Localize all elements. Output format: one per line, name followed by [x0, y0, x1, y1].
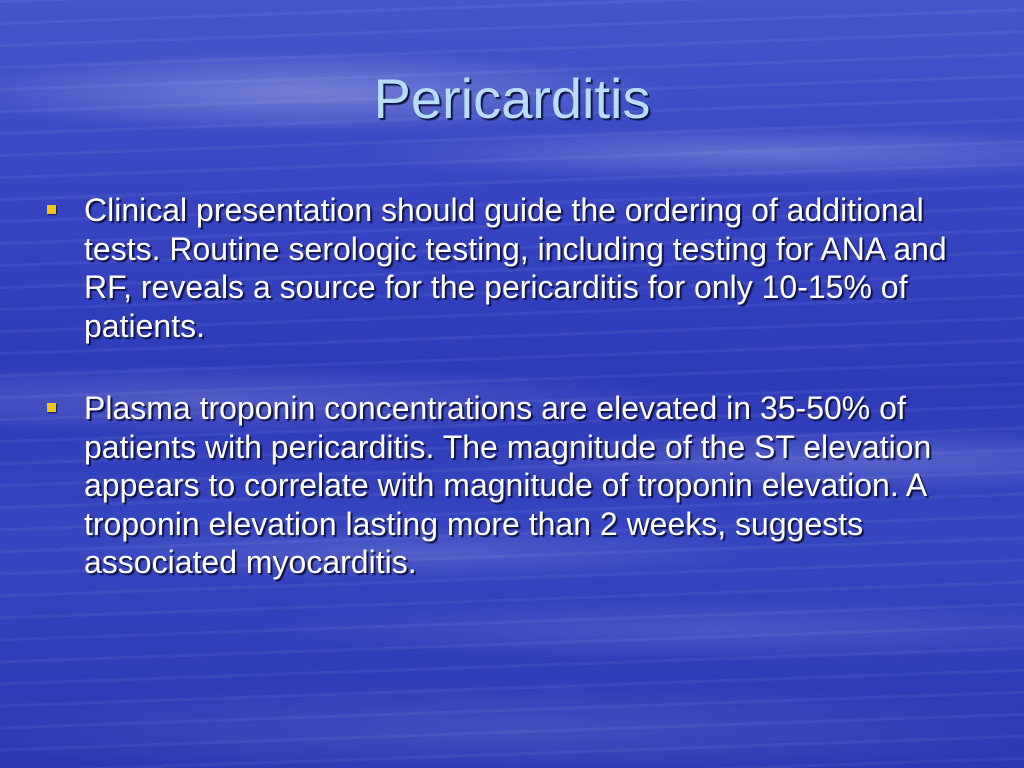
bullet-item — [44, 191, 994, 345]
bullet-text: Plasma troponin concentrations are elevated in 35-50% of patients with pericarditis. The magnitude of the ST elevation appears to correlate with magnitude of troponin elevation. A troponin elevation lasting more than 2 weeks, suggests associated myocarditis. — [84, 390, 932, 580]
bullet-text: Clinical presentation should guide the ordering of additional tests. Routine serologic testing, including testing for ANA and RF, reveals a source for the pericarditis for only 10-15% of patients. — [84, 192, 947, 344]
bullet-item — [44, 389, 994, 582]
square-bullet-icon — [47, 403, 56, 412]
bullet-list — [44, 191, 994, 626]
slide-title: Pericarditis — [373, 67, 651, 130]
square-bullet-icon — [47, 205, 56, 214]
